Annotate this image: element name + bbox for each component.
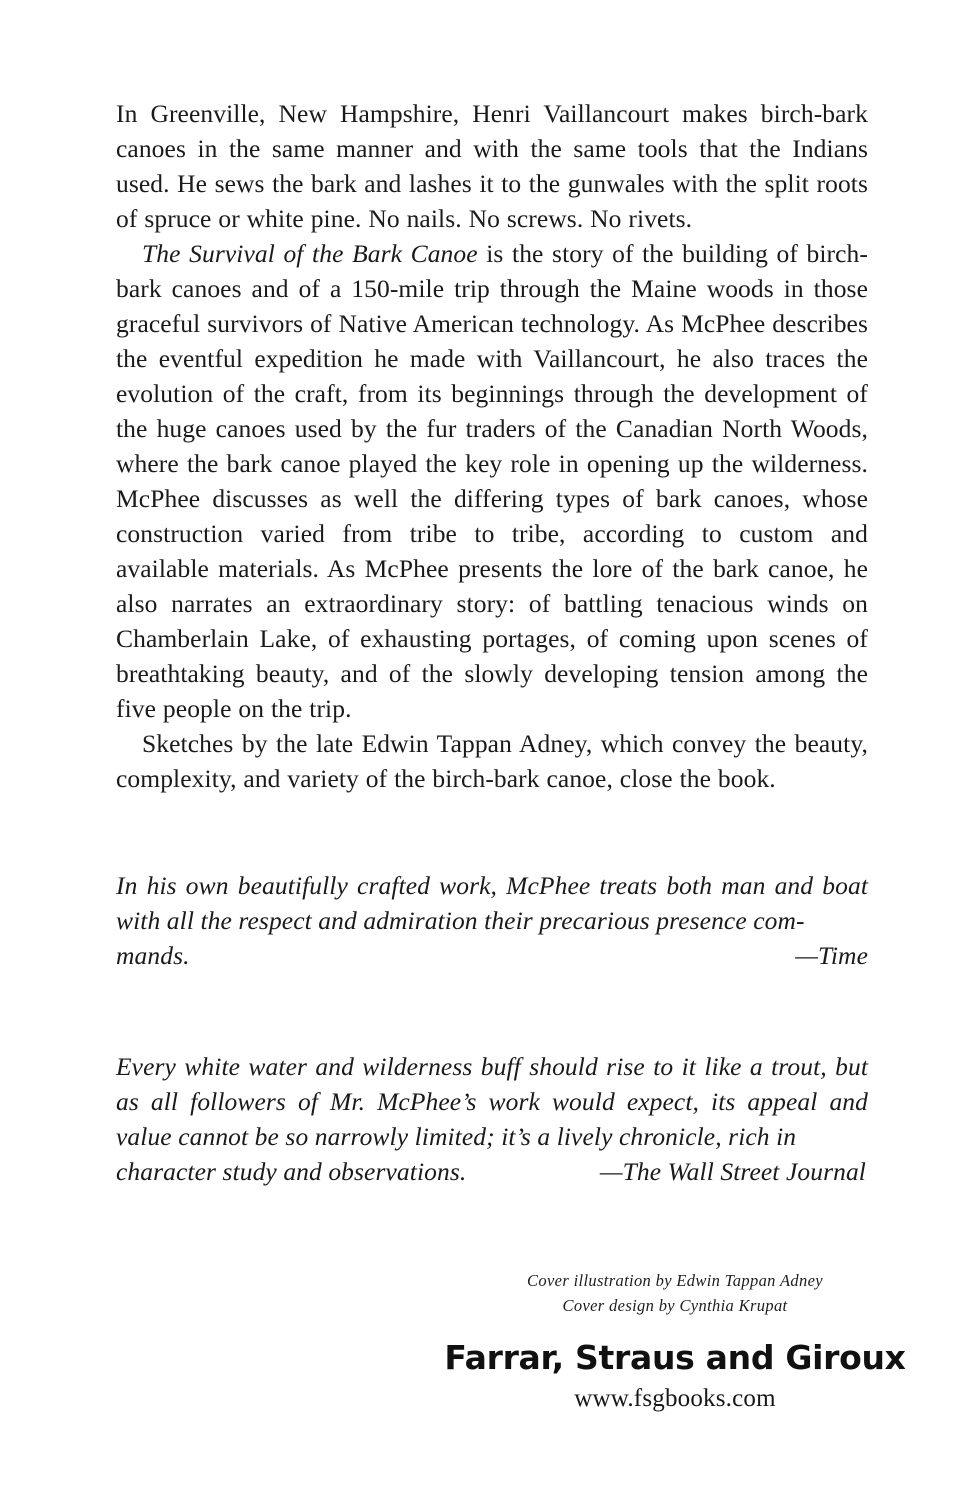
book-title-italic: The Survival of the Bark Canoe bbox=[142, 239, 478, 268]
blurb-wsj-tail: character study and observations. bbox=[116, 1157, 467, 1186]
blurb-time bbox=[116, 868, 868, 973]
blurb-time-tail: mands. bbox=[116, 941, 190, 970]
blurb-time-lastline bbox=[116, 938, 868, 973]
description-paragraph-2 bbox=[116, 236, 868, 726]
blurb-wsj-source: —The Wall Street Journal bbox=[599, 1157, 866, 1186]
blurb-time-source: —Time bbox=[795, 941, 868, 970]
description-paragraph-1: In Greenville, New Hampshire, Henri Vaillancourt makes birch-bark canoes in the same manner and with the same tools that the Indians used. He sews the bark and lashes it to the gunwales with the split roots of spruce or white pine. No nails. No screws. No rivets. bbox=[116, 99, 868, 233]
publisher-website[interactable]: www.fsgbooks.com bbox=[574, 1385, 776, 1412]
publisher-logotype: Farrar, Straus and Giroux bbox=[444, 1338, 906, 1377]
cover-footer bbox=[436, 1268, 914, 1416]
blurb-wsj-lastline bbox=[116, 1154, 868, 1189]
blurb-wsj-body: Every white water and wilderness buff should rise to it like a trout, but as all followers of Mr. McPhee’s work would expect, its appeal and value cannot be so narrowly limited; it’s a lively chronicle, rich in bbox=[116, 1052, 868, 1151]
cover-design-credit: Cover design by Cynthia Krupat bbox=[562, 1296, 788, 1315]
description-paragraph-3: Sketches by the late Edwin Tappan Adney, which convey the beauty, complexity, and variety of the birch-bark canoe, close the book. bbox=[116, 729, 868, 793]
cover-illustration-credit: Cover illustration by Edwin Tappan Adney bbox=[527, 1271, 823, 1290]
jacket-description bbox=[116, 96, 868, 796]
blurb-wall-street-journal bbox=[116, 1049, 868, 1189]
blurb-time-body: In his own beautifully crafted work, McPhee treats both man and boat with all the respect and admiration their precarious presence com- bbox=[116, 871, 868, 935]
description-paragraph-2-body: is the story of the building of birch-bark canoes and of a 150-mile trip through the Maine woods in those graceful survivors of Native American technology. As McPhee describes the eventful expedition he made with Vaillancourt, he also traces the evolution of the craft, from its beginnings through the development of the huge canoes used by the fur traders of the Canadian North Woods, where the bark canoe played the key role in opening up the wilderness. McPhee discusses as well the differing types of bark canoes, whose construction varied from tribe to tribe, according to custom and available materials. As McPhee presents the lore of the bark canoe, he also narrates an extraordinary story: of battling tenacious winds on Chamberlain Lake, of exhausting portages, of coming upon scenes of breathtaking beauty, and of the slowly developing tension among the five people on the trip. bbox=[116, 239, 868, 723]
